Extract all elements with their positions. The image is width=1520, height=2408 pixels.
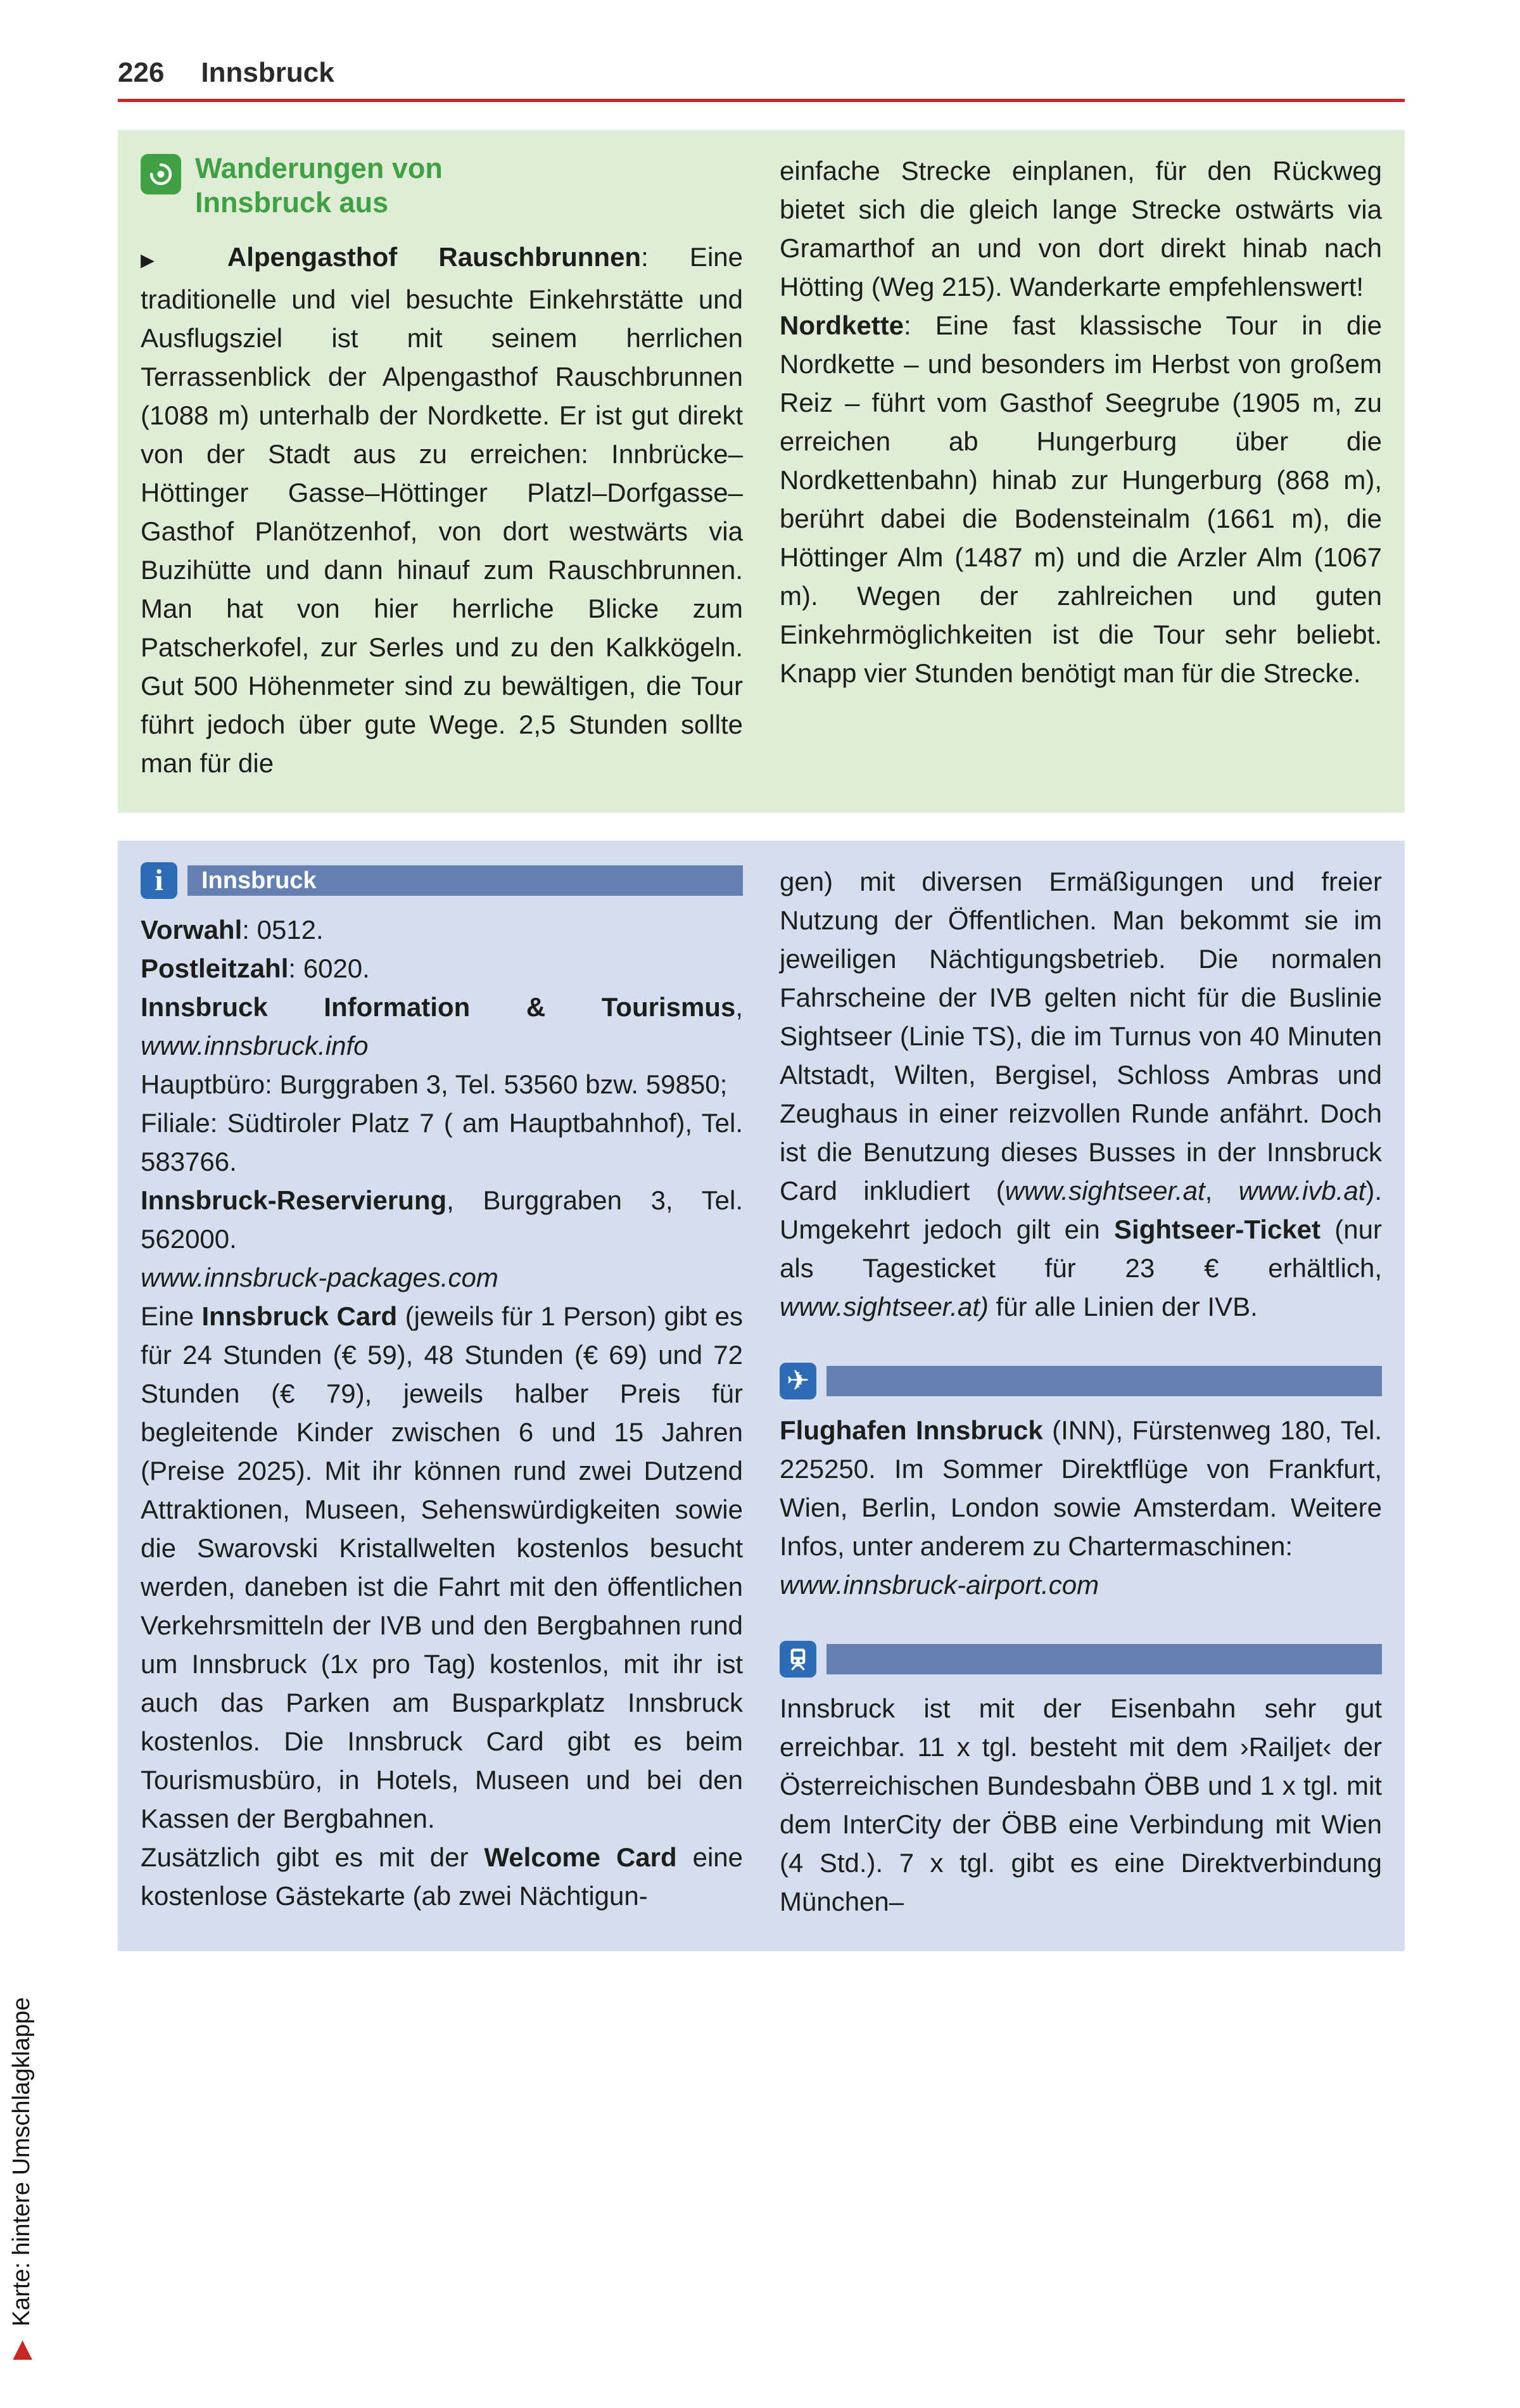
paragraph: Postleitzahl: 6020. (141, 953, 370, 983)
info-icon-glyph: i (155, 863, 163, 897)
info-left-column (141, 862, 743, 1921)
paragraph: Vorwahl: 0512. (141, 915, 324, 945)
airplane-icon (780, 1363, 816, 1399)
hiking-box-title (195, 151, 443, 220)
map-marker-icon: ▶ (7, 2340, 35, 2360)
rail-header-bar (826, 1644, 1382, 1674)
airport-header-row (780, 1363, 1382, 1399)
header-rule (118, 99, 1405, 102)
paragraph: Hauptbüro: Burggraben 3, Tel. 53560 bzw. 59850; (141, 1069, 728, 1099)
paragraph: ▶ Alpengasthof Rauschbrunnen: Eine traditionelle und viel besuchte Einkehrstätte und Ausflugsziel ist mit seinem herrlichen Terrassenblick der Alpengasthof Rauschbrunnen (1088 m) unterhalb der Nordkette. Er ist gut direkt von der Stadt aus zu erreichen: Innbrücke–Höttinger Gasse–Höttinger Platzl–Dorfgasse–Gasthof Planötzenhof, von dort westwärts via Buzihütte und dann hinauf zum Rauschbrunnen. Man hat von hier herrliche Blicke zum Patscherkofel, zur Serles und zu den Kalkkögeln. Gut 500 Höhenmeter sind zu bewältigen, die Tour führt jedoch über gute Wege. 2,5 Stunden sollte man für die (141, 242, 743, 778)
paragraph: gen) mit diversen Ermäßigungen und freier Nutzung der Öffentlichen. Man bekommt sie im jeweiligen Nächtigungsbetrieb. Die normalen Fahrscheine der IVB gelten nicht für die Buslinie Sightseer (Linie TS), die im Turnus von 40 Minuten Altstadt, Wilten, Bergisel, Schloss Ambras und Zeughaus in einer reizvollen Runde anfährt. Doch ist die Benutzung dieses Busses in der Innsbruck Card inkludiert (www.sightseer.at, www.ivb.at). Umgekehrt jedoch gilt ein Sightseer-Ticket (nur als Tagesticket für 23 € erhältlich, www.sightseer.at) für alle Linien der IVB. (780, 867, 1382, 1322)
sidebar-note-text: Karte: hintere Umschlagklappe (8, 1997, 35, 2327)
page-header (118, 0, 1405, 89)
info-right-column (780, 862, 1382, 1921)
paragraph: Nordkette: Eine fast klassische Tour in die Nordkette – und besonders im Herbst von großem Reiz – führt vom Gasthof Seegrube (1905 m, zu erreichen ab Hungerburg über die Nordkettenbahn) hinab zur Hungerburg (868 m), berührt dabei die Bodensteinalm (1661 m), die Höttinger Alm (1487 m) und die Arzler Alm (1067 m). Wegen der zahlreichen und guten Einkehrmöglichkeiten ist die Tour sehr beliebt. Knapp vier Stunden benötigt man für die Strecke. (780, 310, 1382, 688)
airport-header-bar (826, 1366, 1382, 1396)
page-number: 226 (118, 57, 165, 88)
hiking-title-row (141, 151, 743, 220)
info-header-label: Innsbruck (201, 867, 317, 894)
paragraph: Innsbruck-Reservierung, Burggraben 3, Tel. 562000. (141, 1185, 743, 1254)
train-icon (780, 1641, 816, 1678)
info-header-row (141, 862, 743, 899)
info-box (118, 841, 1405, 1951)
hiking-left-column (141, 151, 743, 782)
page-title: Innsbruck (201, 57, 334, 88)
hiking-spiral-icon (141, 154, 181, 194)
airplane-icon-glyph: ✈ (786, 1365, 810, 1396)
info-header-bar (187, 865, 743, 896)
paragraph: Filiale: Südtiroler Platz 7 ( am Hauptbahnhof), Tel. 583766. (141, 1108, 743, 1176)
paragraph: einfache Strecke einplanen, für den Rückweg bietet sich die gleich lange Strecke ostwärts via Gramarthof an und von dort direkt hinab nach Hötting (Weg 215). Wanderkarte empfehlenswert! (780, 156, 1382, 302)
paragraph: Eine Innsbruck Card (jeweils für 1 Person) gibt es für 24 Stunden (€ 59), 48 Stunden (€ 69) und 72 Stunden (€ 79), jeweils halber Preis für begleitende Kinder zwischen 6 und 15 Jahren (Preise 2025). Mit ihr können rund zwei Dutzend Attraktionen, Museen, Sehenswürdigkeiten sowie die Swarovski Kristallwelten kostenlos besucht werden, daneben ist die Fahrt mit den öffentlichen Verkehrsmitteln der IVB und den Bergbahnen rund um Innsbruck (1x pro Tag) kostenlos, mit ihr ist auch das Parken am Busparkplatz Innsbruck kostenlos. Die Innsbruck Card gibt es beim Tourismusbüro, in Hotels, Museen und bei den Kassen der Bergbahnen. (141, 1301, 743, 1833)
paragraph: Innsbruck Information & Tourismus, www.innsbruck.info (141, 992, 743, 1061)
hiking-right-column (780, 151, 1382, 782)
paragraph: www.innsbruck-packages.com (141, 1263, 498, 1292)
sidebar-note (6, 1997, 35, 2360)
paragraph: Innsbruck ist mit der Eisenbahn sehr gut erreichbar. 11 x tgl. besteht mit dem ›Railjet‹ der Österreichischen Bundesbahn ÖBB und 1 x tgl. mit dem InterCity der ÖBB eine Verbindung mit Wien (4 Std.). 7 x tgl. gibt es eine Direktverbindung München– (780, 1693, 1382, 1916)
paragraph: www.innsbruck-airport.com (780, 1570, 1099, 1600)
info-icon (141, 862, 177, 899)
page-content (118, 0, 1405, 1951)
paragraph: Zusätzlich gibt es mit der Welcome Card eine kostenlose Gästekarte (ab zwei Nächtigun- (141, 1842, 743, 1911)
paragraph: Flughafen Innsbruck (INN), Fürstenweg 180, Tel. 225250. Im Sommer Direktflüge von Frankfurt, Wien, Berlin, London sowie Amsterdam. Weitere Infos, unter anderem zu Chartermaschinen: (780, 1415, 1382, 1561)
hiking-title-line2: Innsbruck aus (195, 186, 389, 219)
hiking-title-line1: Wanderungen von (195, 152, 443, 184)
rail-header-row (780, 1641, 1382, 1678)
hiking-box (118, 130, 1405, 813)
